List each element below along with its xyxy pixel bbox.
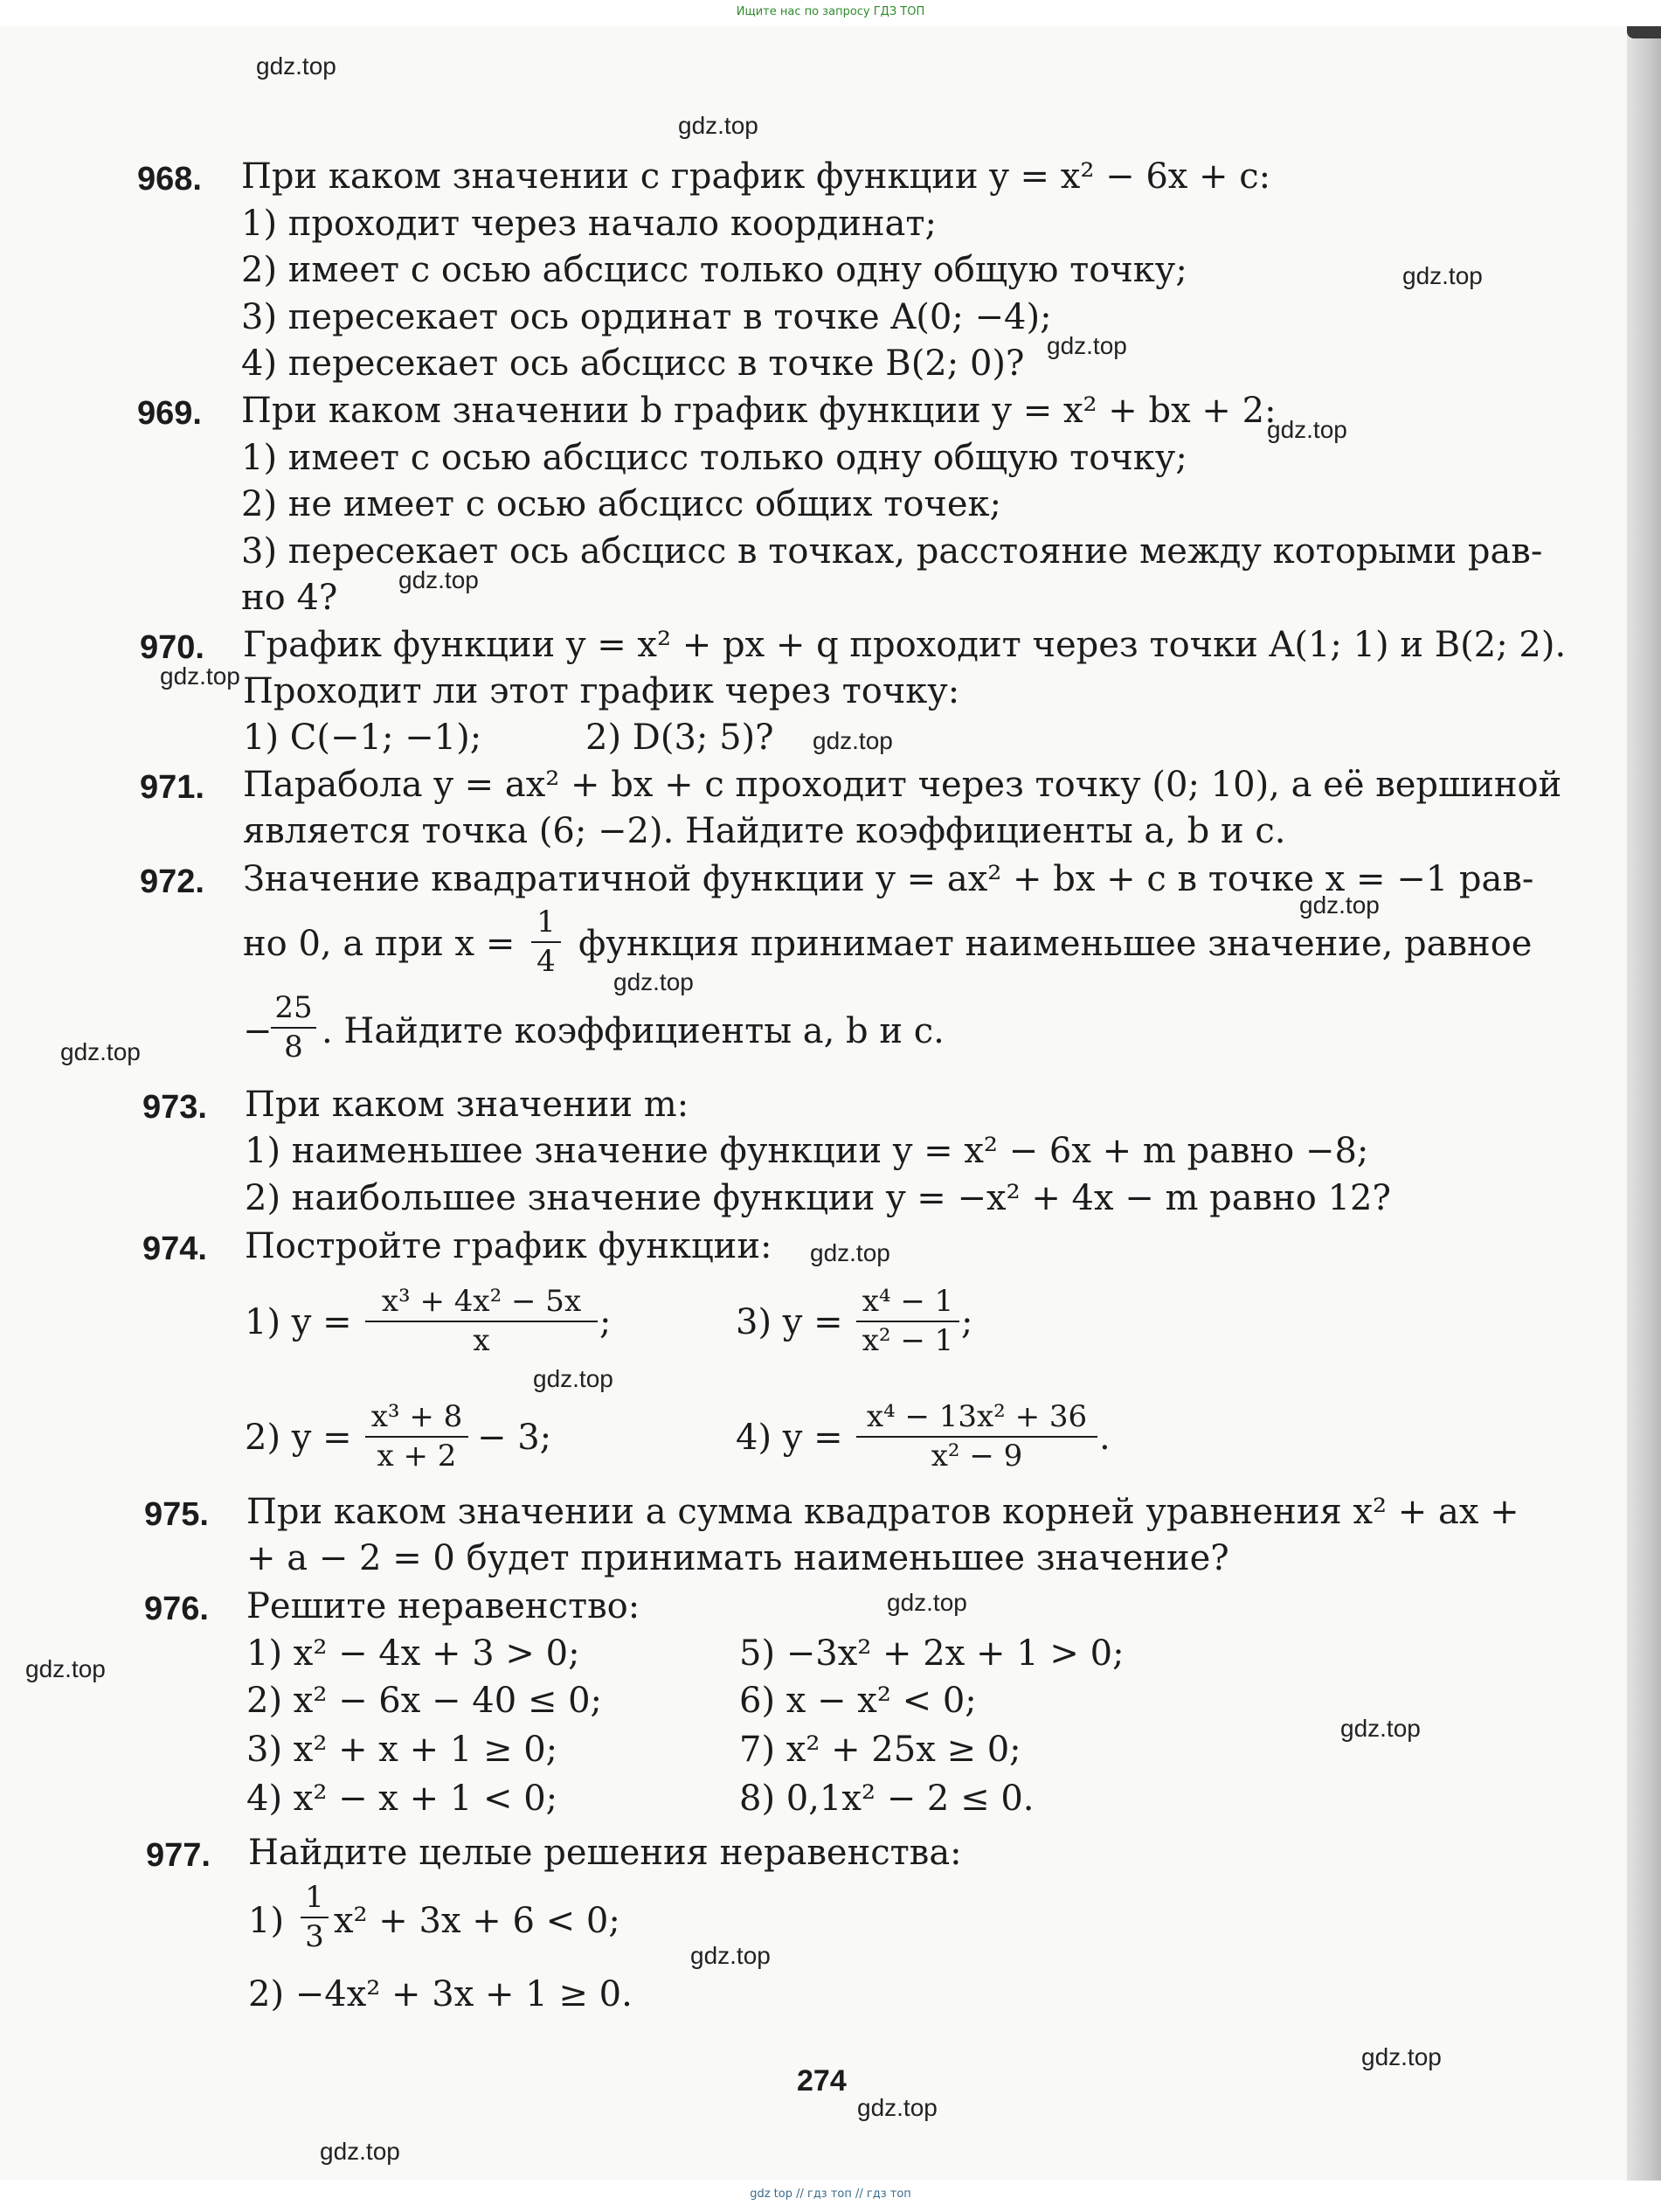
inequality-item: 1) <box>248 1901 285 1941</box>
page-number: 274 <box>797 2064 847 2098</box>
problem-number: 973. <box>142 1089 207 1126</box>
fraction-bar <box>531 941 561 943</box>
problem-text: 3) пересекает ось абсцисс в точках, расстояние между которыми рав- <box>241 531 1543 572</box>
problem-text: . Найдите коэффициенты a, b и c. <box>322 1011 945 1051</box>
fraction-bar <box>856 1321 959 1322</box>
inequality-item: 6) x − x² < 0; <box>739 1681 977 1721</box>
watermark: gdz.top <box>887 1589 967 1616</box>
problem-number: 970. <box>140 629 204 666</box>
problem-text: но 0, а при x = <box>243 924 516 964</box>
watermark: gdz.top <box>678 112 758 139</box>
fraction <box>271 991 316 1064</box>
corner-mark <box>1627 26 1661 38</box>
fraction-bar <box>271 1027 316 1029</box>
problem-text: При каком значении a сумма квадратов корней уравнения x² + ax + <box>246 1492 1519 1532</box>
problem-text: При каком значении c график функции y = x² − 6x + c: <box>241 156 1271 197</box>
problem-text: При каком значении b график функции y = x² + bx + 2: <box>241 391 1277 431</box>
problem-text: Значение квадратичной функции y = ax² + bx + c в точке x = −1 рав- <box>243 859 1534 899</box>
fraction-bar <box>365 1321 598 1322</box>
fraction-numerator: x³ + 8 <box>370 1399 463 1434</box>
function-item: 4) y = <box>736 1418 843 1458</box>
watermark: gdz.top <box>690 1942 771 1969</box>
watermark: gdz.top <box>1361 2043 1442 2070</box>
inequality-item: 5) −3x² + 2x + 1 > 0; <box>739 1633 1125 1674</box>
problem-text: Постройте график функции: <box>245 1226 772 1266</box>
fraction-bar <box>856 1436 1097 1438</box>
watermark: gdz.top <box>1267 416 1347 443</box>
watermark: gdz.top <box>1047 332 1127 359</box>
problem-text: но 4? <box>241 578 338 618</box>
problem-text: 3) пересекает ось ординат в точке A(0; −4); <box>241 297 1052 337</box>
problem-number: 968. <box>137 161 202 198</box>
fraction <box>301 1881 329 1954</box>
watermark: gdz.top <box>1299 891 1380 919</box>
fraction-numerator: 25 <box>274 990 313 1025</box>
fraction <box>365 1400 468 1474</box>
fraction-denominator: 4 <box>536 944 556 980</box>
problem-text: 2) не имеет с осью абсцисс общих точек; <box>241 484 1002 524</box>
problem-text: 1) имеет с осью абсцисс только одну общую точку; <box>241 438 1187 478</box>
bottom-banner[interactable]: gdz top // гдз топ // гдз топ <box>750 2188 911 2201</box>
problem-text: 1) проходит через начало координат; <box>241 204 937 244</box>
fraction-denominator: x <box>473 1323 490 1359</box>
problem-option: 1) C(−1; −1); <box>243 718 482 758</box>
expression-tail: − 3; <box>477 1418 552 1458</box>
problem-text: является точка (6; −2). Найдите коэффициенты a, b и c. <box>243 811 1286 851</box>
fraction-numerator: 1 <box>305 1880 324 1915</box>
punctuation: ; <box>961 1302 973 1342</box>
fraction-numerator: x⁴ − 1 <box>862 1284 954 1319</box>
page-edge-shadow <box>1627 26 1661 2181</box>
problem-number: 974. <box>142 1231 207 1267</box>
problem-text: Решите неравенство: <box>246 1586 640 1626</box>
fraction <box>531 905 561 979</box>
inequality-item: 4) x² − x + 1 < 0; <box>246 1779 558 1819</box>
punctuation: . <box>1099 1418 1111 1458</box>
watermark: gdz.top <box>613 968 694 995</box>
watermark: gdz.top <box>813 727 893 754</box>
problem-text: Парабола y = ax² + bx + c проходит через точку (0; 10), а её вершиной <box>243 765 1562 805</box>
watermark: gdz.top <box>810 1239 890 1266</box>
watermark: gdz.top <box>1402 262 1483 289</box>
problem-number: 969. <box>137 395 202 432</box>
watermark: gdz.top <box>857 2094 938 2121</box>
watermark: gdz.top <box>160 662 240 690</box>
minus-sign: − <box>243 1011 273 1051</box>
fraction-numerator: 1 <box>536 905 556 940</box>
fraction-numerator: x³ + 4x² − 5x <box>381 1284 582 1319</box>
watermark: gdz.top <box>25 1655 106 1682</box>
top-banner[interactable]: Ищите нас по запросу ГДЗ ТОП <box>736 5 925 18</box>
function-item: 3) y = <box>736 1302 843 1342</box>
watermark: gdz.top <box>320 2138 400 2165</box>
fraction-bar <box>301 1917 329 1918</box>
problem-number: 977. <box>146 1837 211 1874</box>
function-item: 2) y = <box>245 1418 352 1458</box>
problem-text: функция принимает наименьшее значение, равное <box>578 924 1533 964</box>
inequality-item: 7) x² + 25x ≥ 0; <box>739 1730 1021 1770</box>
problem-number: 971. <box>140 769 204 806</box>
problem-option: 2) D(3; 5)? <box>585 718 774 758</box>
fraction-denominator: 3 <box>305 1919 324 1955</box>
problem-text: Проходит ли этот график через точку: <box>243 671 960 711</box>
fraction <box>365 1285 598 1358</box>
problem-text: 1) наименьшее значение функции y = x² − 6x + m равно −8; <box>245 1131 1369 1171</box>
function-item: 1) y = <box>245 1302 352 1342</box>
watermark: gdz.top <box>1340 1715 1421 1742</box>
inequality-item: 1) x² − 4x + 3 > 0; <box>246 1633 580 1674</box>
watermark: gdz.top <box>398 566 479 593</box>
punctuation: ; <box>599 1302 612 1342</box>
inequality-item: 2) x² − 6x − 40 ≤ 0; <box>246 1681 603 1721</box>
problem-text: Найдите целые решения неравенства: <box>248 1833 962 1873</box>
problem-number: 972. <box>140 863 204 900</box>
fraction-denominator: x² − 9 <box>931 1439 1023 1474</box>
inequality-item: x² + 3x + 6 < 0; <box>334 1901 620 1941</box>
problem-number: 976. <box>144 1591 209 1627</box>
inequality-item: 3) x² + x + 1 ≥ 0; <box>246 1730 558 1770</box>
fraction <box>856 1400 1097 1474</box>
problem-text: 2) имеет с осью абсцисс только одну общую точку; <box>241 250 1187 290</box>
watermark: gdz.top <box>533 1365 613 1392</box>
fraction-denominator: x² − 1 <box>862 1323 954 1359</box>
fraction-denominator: 8 <box>284 1030 303 1065</box>
problem-number: 975. <box>144 1496 209 1533</box>
fraction-denominator: x + 2 <box>377 1439 457 1474</box>
inequality-item: 8) 0,1x² − 2 ≤ 0. <box>739 1779 1035 1819</box>
problem-text: 4) пересекает ось абсцисс в точке B(2; 0)? <box>241 343 1025 384</box>
problem-text: 2) наибольшее значение функции y = −x² + 4x − m равно 12? <box>245 1178 1391 1218</box>
fraction-numerator: x⁴ − 13x² + 36 <box>866 1399 1088 1434</box>
problem-text: + a − 2 = 0 будет принимать наименьшее значение? <box>246 1538 1229 1578</box>
fraction-bar <box>365 1436 468 1438</box>
fraction <box>856 1285 959 1358</box>
problem-text: График функции y = x² + px + q проходит через точки A(1; 1) и B(2; 2). <box>243 625 1567 665</box>
watermark: gdz.top <box>256 52 336 80</box>
inequality-item: 2) −4x² + 3x + 1 ≥ 0. <box>248 1974 633 2014</box>
watermark: gdz.top <box>60 1038 141 1065</box>
problem-text: При каком значении m: <box>245 1085 689 1125</box>
